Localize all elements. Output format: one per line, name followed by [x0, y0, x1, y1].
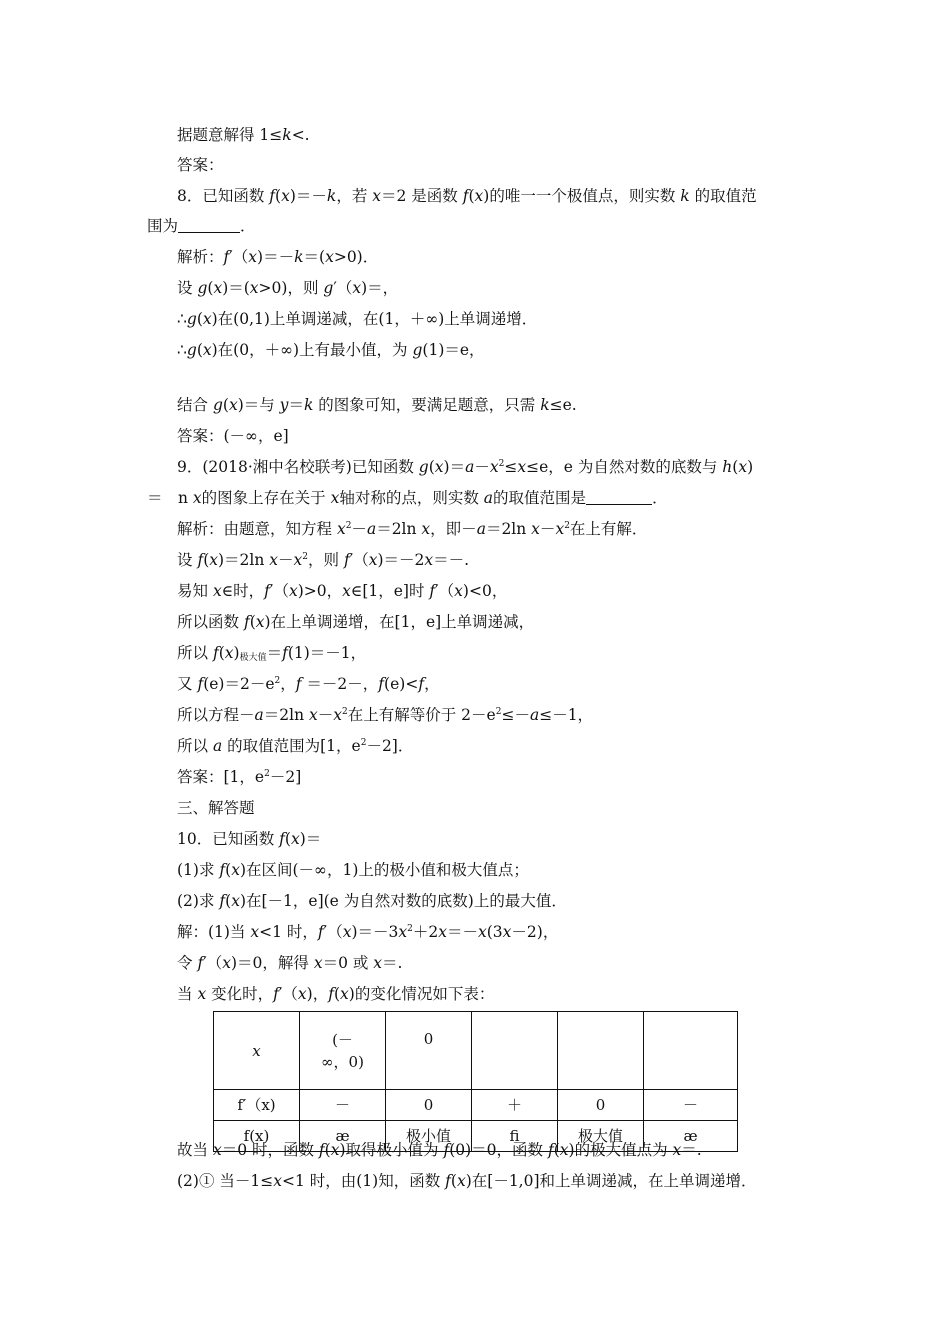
text-line: 解析：由题意，知方程 $x^2-a=2\ln$ x，即－a＝2ln $x-x^2$在上有解．: [177, 520, 648, 538]
text-line: 所以方程－a＝2ln $x-x^2$在上有解等价于 $2-e^2\le-a\le-1$，: [177, 706, 594, 724]
answer-blank: [586, 490, 652, 505]
table-cell: [558, 1012, 644, 1090]
text-line: 据题意解得 1≤k<.: [177, 126, 310, 144]
table-cell: x: [214, 1012, 300, 1090]
table-cell: －: [644, 1090, 738, 1121]
text-line: 所以函数 f(x)在上单调递增，在[1，e]上单调递减，: [177, 613, 535, 631]
table-cell: ＋: [472, 1090, 558, 1121]
text-line: (2)求 f(x)在[－1，e](e 为自然对数的底数)上的最大值．: [177, 892, 567, 910]
text-line: (2)① 当－1≤x<1 时，由(1)知，函数 f(x)在[－1,0]和上单调递减，在上单调递增．: [177, 1172, 757, 1190]
question-10-line: 10．已知函数 f(x)＝: [177, 830, 322, 848]
table-cell: (－ ∞，0): [300, 1012, 386, 1090]
question-8-line-1: 8．已知函数 f(x)＝－k，若 x＝2 是函数 f(x)的唯一一个极值点，则实数 k 的取值范: [177, 187, 757, 205]
table-cell: 0: [558, 1090, 644, 1121]
text-line: 解：(1)当 x<1 时，$f'(x)=-3x^2+2x=-x(3x-2)$，: [177, 923, 559, 941]
answer-blank: [178, 218, 240, 233]
text-line: (1)求 f(x)在区间(－∞，1)上的极小值和极大值点；: [177, 861, 529, 879]
table-cell: ﬁ: [472, 1121, 558, 1152]
section-heading: 三、解答题: [177, 799, 255, 817]
text-line: 答案：(－∞，e]: [177, 427, 289, 445]
text-line: 设 g(x)＝(x>0)，则 g′（x)＝，: [177, 279, 399, 297]
table-cell: f′（x): [214, 1090, 300, 1121]
table-row: [214, 1090, 738, 1121]
text-line: 令 f′（x)＝0，解得 x＝0 或 x＝.: [177, 954, 403, 972]
variation-table: [213, 1011, 738, 1152]
question-8-line-2: 围为 ．: [147, 217, 256, 235]
text-line: 又 $f(e)=2-e^2$，f ＝－2－，f(e)<f，: [177, 675, 440, 693]
text-line: 故当 x＝0 时，函数 f(x)取得极小值为 f(0)＝0，函数 f(x)的极大值点为 x＝.: [177, 1141, 702, 1159]
text-line: 答案：: [177, 156, 224, 174]
question-9-line-2: ＝ n x的图象上存在关于 x轴对称的点，则实数 a的取值范围是 ．: [147, 489, 668, 507]
text-line: 易知 x∈时，f′（x)>0，x∈[1，e]时 f′（x)<0，: [177, 582, 508, 600]
table-cell: æ: [644, 1121, 738, 1152]
text-line: 所以 a 的取值范围为[1，$e^2-2$]．: [177, 737, 414, 755]
table-cell: 极小值: [386, 1121, 472, 1152]
table-cell: f(x): [214, 1121, 300, 1152]
text-line: ∴g(x)在(0，＋∞)上有最小值，为 g(1)＝e，: [177, 341, 485, 359]
table-cell: 0: [386, 1090, 472, 1121]
question-9-line-1: 9．(2018·湘中名校联考)已知函数 $g(x)=a-x^2\le x\le e$，e 为自然对数的底数与 h(x): [177, 458, 754, 476]
text-line: 所以 $f(x)_{极大值}=f(1)=-1$，: [177, 644, 367, 663]
table-cell: [472, 1012, 558, 1090]
table-row: [214, 1012, 738, 1090]
table-cell: 0: [386, 1012, 472, 1090]
table-cell: æ: [300, 1121, 386, 1152]
table-cell: 极大值: [558, 1121, 644, 1152]
table-cell: －: [300, 1090, 386, 1121]
text-line: 答案：[1，$e^2-2$]: [177, 768, 302, 786]
text-line: 解析：f′（x)＝－k＝(x>0)．: [177, 248, 379, 266]
table-cell: [644, 1012, 738, 1090]
text-line: 结合 g(x)＝与 y＝k 的图象可知，要满足题意，只需 k≤e.: [177, 396, 577, 414]
text-line: ∴g(x)在(0,1)上单调递减，在(1，＋∞)上单调递增．: [177, 310, 538, 328]
text-line: 当 x 变化时，f′（x)，f(x)的变化情况如下表：: [177, 985, 495, 1003]
text-line: 设 f(x)＝2ln $x-x^2$，则 f′（x)＝－2x＝－.: [177, 551, 470, 569]
